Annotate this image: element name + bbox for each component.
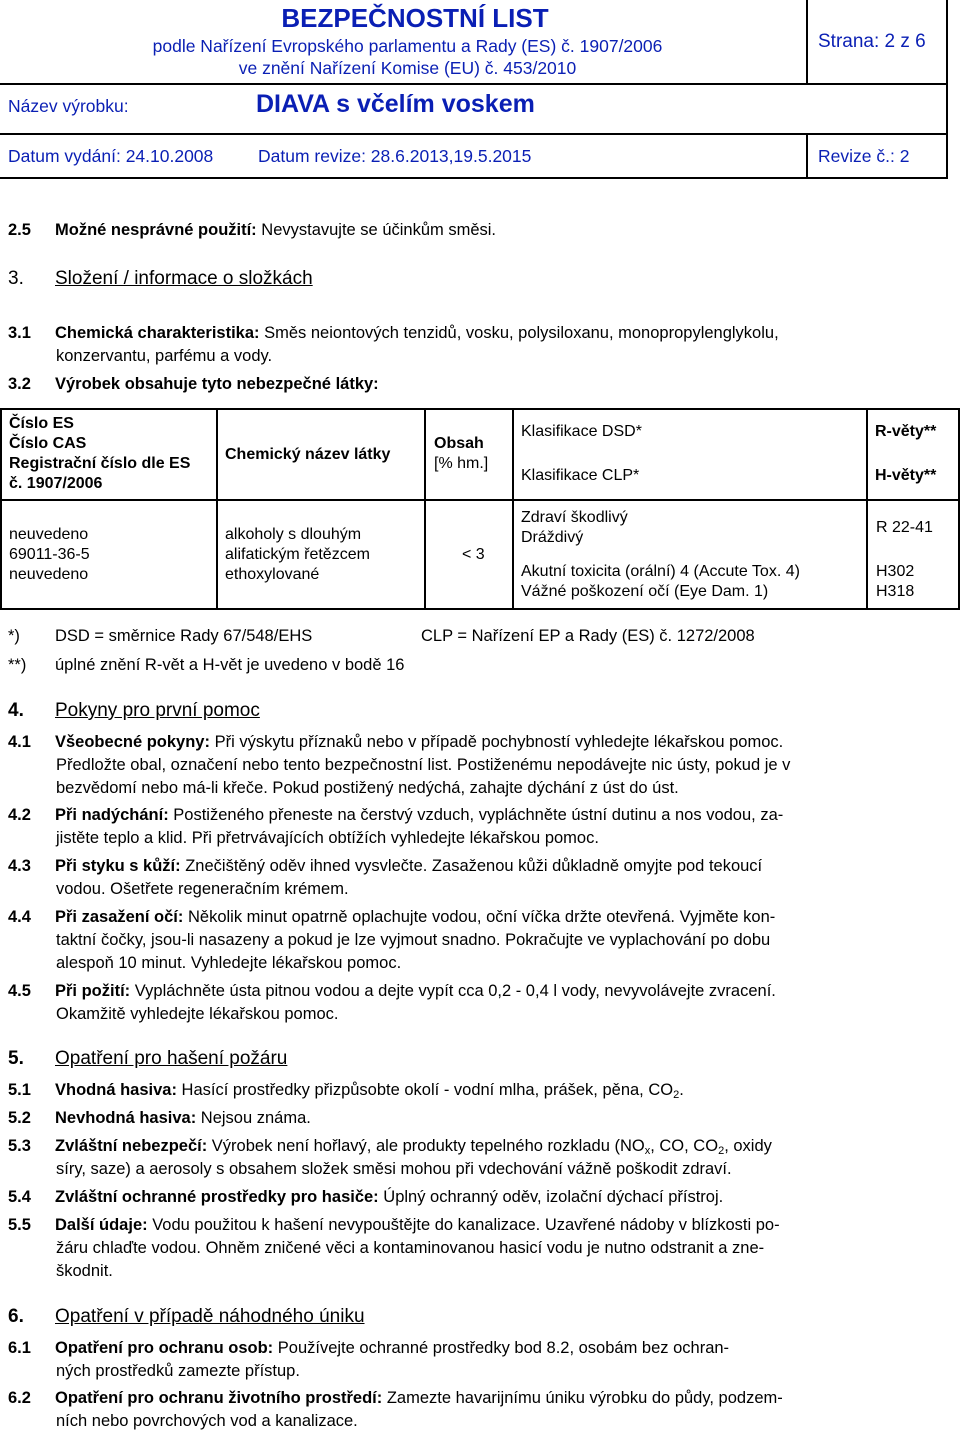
header-cell-dsd: Klasifikace DSD* bbox=[521, 423, 642, 440]
page-number: Strana: 2 z 6 bbox=[818, 31, 926, 52]
item-text: Postiženého přeneste na čerstvý vzduch, vypláchněte ústní dutinu a nos vodou, za- bbox=[168, 806, 784, 824]
section-4-5 bbox=[8, 980, 776, 1002]
item-number: 5.5 bbox=[8, 1216, 31, 1234]
cell-line: ethoxylované bbox=[225, 566, 320, 583]
hazardous-substances-table bbox=[0, 408, 960, 610]
cell-line: Akutní toxicita (orální) 4 (Accute Tox. 4) bbox=[521, 563, 800, 580]
table-border bbox=[512, 408, 514, 610]
table-border bbox=[0, 408, 960, 410]
section-number: 5. bbox=[8, 1048, 24, 1069]
item-label: Při styku s kůží: bbox=[55, 857, 181, 875]
table-border bbox=[424, 408, 426, 610]
footnote-clp: CLP = Nařízení EP a Rady (ES) č. 1272/2008 bbox=[421, 627, 755, 645]
section-number: 4. bbox=[8, 700, 24, 721]
item-text: škodnit. bbox=[56, 1262, 113, 1280]
item-label: Při zasažení očí: bbox=[55, 908, 184, 926]
item-text: vodou. Ošetřete regeneračním krémem. bbox=[56, 880, 349, 898]
item-text: Zamezte havarijnímu úniku výrobku do půdy, podzem- bbox=[382, 1389, 783, 1407]
header-border bbox=[946, 0, 948, 179]
cell-line: Registrační číslo dle ES bbox=[9, 455, 191, 472]
item-text: Úplný ochranný oděv, izolační dýchací přístroj. bbox=[378, 1188, 724, 1206]
item-text: . bbox=[679, 1081, 684, 1099]
cell-line: neuvedeno bbox=[9, 566, 89, 583]
section-number: 3. bbox=[8, 268, 24, 289]
section-title: Složení / informace o složkách bbox=[55, 268, 313, 289]
cell-line: Číslo ES bbox=[9, 415, 74, 432]
document-header bbox=[0, 0, 960, 178]
cell-content: < 3 bbox=[462, 546, 485, 563]
item-number: 6.2 bbox=[8, 1389, 31, 1407]
item-text: síry, saze) a aerosoly s obsahem složek směsi mohou při vdechování vážně poškodit zdraví. bbox=[56, 1160, 732, 1178]
section-title: Opatření pro hašení požáru bbox=[55, 1048, 288, 1069]
item-text: Vypláchněte ústa pitnou vodou a dejte vypít cca 0,2 - 0,4 l vody, nevyvolávejte zvracení. bbox=[130, 982, 776, 1000]
header-cell-name: Chemický název látky bbox=[225, 446, 391, 463]
cell-line: neuvedeno bbox=[9, 526, 89, 543]
footnote-text: DSD = směrnice Rady 67/548/EHS bbox=[55, 627, 313, 645]
section-5-4 bbox=[8, 1186, 723, 1208]
item-text: Několik minut opatrně oplachujte vodou, oční víčka držte otevřená. Vyjměte kon- bbox=[183, 908, 776, 926]
product-label: Název výrobku: bbox=[8, 96, 129, 116]
item-number: 4.3 bbox=[8, 857, 31, 875]
section-title: Opatření v případě náhodného úniku bbox=[55, 1306, 365, 1327]
item-text: taktní čočky, jsou-li nasazeny a pokud je lze vyjmout snadno. Pokračujte ve vyplachování po dobu bbox=[56, 931, 771, 949]
footnote-text: úplné znění R-vět a H-vět je uvedeno v bodě 16 bbox=[55, 656, 405, 674]
subscript: x bbox=[644, 1145, 651, 1157]
item-number: 5.4 bbox=[8, 1188, 31, 1206]
cell-line: H318 bbox=[876, 583, 915, 600]
cell-line: Obsah bbox=[434, 435, 484, 452]
item-number: 4.5 bbox=[8, 982, 31, 1000]
item-text: Znečištěný oděv ihned vysvlečte. Zasaženou kůži důkladně omyjte pod tekoucí bbox=[180, 857, 763, 875]
table-border bbox=[0, 499, 960, 501]
item-text: Používejte ochranné prostředky bod 8.2, osobám bez ochran- bbox=[273, 1339, 730, 1357]
item-label: Výrobek obsahuje tyto nebezpečné látky: bbox=[55, 375, 379, 393]
item-label: Nevhodná hasiva: bbox=[55, 1109, 197, 1127]
item-number: 4.1 bbox=[8, 733, 31, 751]
header-cell-r: R-věty** bbox=[875, 423, 937, 440]
header-cell-content bbox=[434, 434, 488, 474]
cell-line: [% hm.] bbox=[434, 455, 489, 472]
item-number: 5.1 bbox=[8, 1081, 31, 1099]
section-title: Pokyny pro první pomoc bbox=[55, 700, 260, 721]
item-label: Při požití: bbox=[55, 982, 131, 1000]
item-text: Hasící prostředky přizpůsobte okolí - vodní mlha, prášek, pěna, CO bbox=[176, 1081, 674, 1099]
footnote-1 bbox=[8, 625, 312, 647]
header-cell-ids bbox=[9, 414, 190, 494]
section-4-4 bbox=[8, 906, 775, 928]
item-label: Opatření pro ochranu životního prostředí: bbox=[55, 1389, 383, 1407]
cell-line: Vážné poškození očí (Eye Dam. 1) bbox=[521, 583, 769, 600]
footnote-2 bbox=[8, 654, 404, 676]
cell-clp bbox=[521, 562, 800, 602]
item-text: Nevystavujte se účinkům směsi. bbox=[256, 221, 497, 239]
item-number: 3.2 bbox=[8, 375, 31, 393]
cell-line: alkoholy s dlouhým bbox=[225, 526, 362, 543]
item-number: 2.5 bbox=[8, 221, 31, 239]
cell-r: R 22-41 bbox=[876, 519, 933, 536]
header-border bbox=[806, 0, 808, 84]
item-text: alespoň 10 minut. Vyhledejte lékařskou pomoc. bbox=[56, 954, 402, 972]
product-name: DIAVA s včelím voskem bbox=[256, 90, 535, 118]
section-3-heading bbox=[8, 268, 313, 290]
item-text: Směs neiontových tenzidů, vosku, polysiloxanu, monopropylenglykolu, bbox=[259, 324, 779, 342]
table-border bbox=[866, 408, 868, 610]
table-border bbox=[0, 608, 960, 610]
cell-ids bbox=[9, 525, 90, 585]
section-2-5 bbox=[8, 219, 496, 241]
section-number: 6. bbox=[8, 1306, 24, 1327]
section-6-2 bbox=[8, 1387, 783, 1409]
item-label: Opatření pro ochranu osob: bbox=[55, 1339, 274, 1357]
table-border bbox=[0, 408, 2, 610]
item-text: žáru chlaďte vodou. Ohněm zničené věci a kontaminovanou hasicí vodu je nutno odstranit a zne- bbox=[56, 1239, 765, 1257]
cell-line: Zdraví škodlivý bbox=[521, 509, 628, 526]
cell-name bbox=[225, 525, 370, 585]
section-6-1 bbox=[8, 1337, 729, 1359]
revision-number: Revize č.: 2 bbox=[818, 146, 910, 166]
item-label: Další údaje: bbox=[55, 1216, 148, 1234]
cell-dsd bbox=[521, 508, 628, 548]
cell-line: č. 1907/2006 bbox=[9, 475, 103, 492]
item-number: 3.1 bbox=[8, 324, 31, 342]
subscript: 2 bbox=[718, 1145, 725, 1157]
header-cell-clp: Klasifikace CLP* bbox=[521, 467, 640, 484]
cell-line: Číslo CAS bbox=[9, 435, 87, 452]
section-5-2 bbox=[8, 1107, 311, 1129]
header-divider bbox=[0, 83, 946, 85]
section-4-heading bbox=[8, 700, 260, 722]
revision-date: Datum revize: 28.6.2013,19.5.2015 bbox=[258, 146, 532, 166]
header-border bbox=[806, 134, 808, 178]
item-text: jistěte teplo a klid. Při přetrvávajících obtížích vyhledejte lékařskou pomoc. bbox=[56, 829, 599, 847]
item-text: Předložte obal, označení nebo tento bezpečnostní list. Postiženému nepodávejte nic ústy, pokud je v bbox=[56, 756, 791, 774]
section-3-2 bbox=[8, 373, 379, 395]
item-text: Nejsou známa. bbox=[196, 1109, 311, 1127]
item-number: 5.3 bbox=[8, 1137, 31, 1155]
section-5-heading bbox=[8, 1048, 287, 1070]
item-text: bezvědomí nebo má-li křeče. Pokud postižený nedýchá, zahajte dýchání z úst do úst. bbox=[56, 779, 679, 797]
footnote-mark: *) bbox=[8, 627, 20, 645]
regulation-line-2: ve znění Nařízení Komise (EU) č. 453/2010 bbox=[238, 58, 577, 78]
item-text: konzervantu, parfému a vody. bbox=[56, 347, 273, 365]
issue-date: Datum vydání: 24.10.2008 bbox=[8, 146, 214, 166]
item-label: Zvláštní ochranné prostředky pro hasiče: bbox=[55, 1188, 379, 1206]
item-label: Všeobecné pokyny: bbox=[55, 733, 210, 751]
item-text: ních nebo povrchových vod a kanalizace. bbox=[56, 1412, 358, 1430]
item-text: Při výskytu příznaků nebo v případě pochybností vyhledejte lékařskou pomoc. bbox=[209, 733, 784, 751]
section-5-5 bbox=[8, 1214, 780, 1236]
header-divider bbox=[0, 177, 946, 179]
section-6-heading bbox=[8, 1306, 365, 1328]
item-number: 4.4 bbox=[8, 908, 31, 926]
subscript: 2 bbox=[673, 1089, 680, 1101]
item-text: ných prostředků zamezte přístup. bbox=[56, 1362, 300, 1380]
document-title: BEZPEČNOSTNÍ LIST bbox=[281, 3, 549, 33]
item-number: 6.1 bbox=[8, 1339, 31, 1357]
item-text: Okamžitě vyhledejte lékařskou pomoc. bbox=[56, 1005, 339, 1023]
item-label: Při nadýchání: bbox=[55, 806, 169, 824]
section-4-3 bbox=[8, 855, 762, 877]
item-text: Výrobek není hořlavý, ale produkty tepelného rozkladu (NO bbox=[207, 1137, 645, 1155]
item-text: , CO, CO bbox=[650, 1137, 719, 1155]
item-label: Vhodná hasiva: bbox=[55, 1081, 177, 1099]
item-label: Zvláštní nebezpečí: bbox=[55, 1137, 208, 1155]
section-4-2 bbox=[8, 804, 783, 826]
section-5-1 bbox=[8, 1079, 684, 1106]
cell-line: Dráždivý bbox=[521, 529, 584, 546]
item-label: Chemická charakteristika: bbox=[55, 324, 260, 342]
item-text: Vodu použitou k hašení nevypouštějte do kanalizace. Uzavřené nádoby v blízkosti po- bbox=[147, 1216, 780, 1234]
cell-h bbox=[876, 562, 914, 602]
item-text: , oxidy bbox=[724, 1137, 772, 1155]
section-4-1 bbox=[8, 731, 783, 753]
cell-line: H302 bbox=[876, 563, 915, 580]
item-label: Možné nesprávné použití: bbox=[55, 221, 257, 239]
table-border bbox=[216, 408, 218, 610]
section-3-1 bbox=[8, 322, 779, 344]
cell-line: alifatickým řetězcem bbox=[225, 546, 370, 563]
footnote-mark: **) bbox=[8, 656, 27, 674]
cell-line: 69011-36-5 bbox=[9, 546, 90, 563]
item-number: 5.2 bbox=[8, 1109, 31, 1127]
header-cell-h: H-věty** bbox=[875, 467, 937, 484]
item-number: 4.2 bbox=[8, 806, 31, 824]
regulation-line-1: podle Nařízení Evropského parlamentu a Rady (ES) č. 1907/2006 bbox=[152, 36, 663, 56]
header-divider bbox=[0, 133, 946, 135]
